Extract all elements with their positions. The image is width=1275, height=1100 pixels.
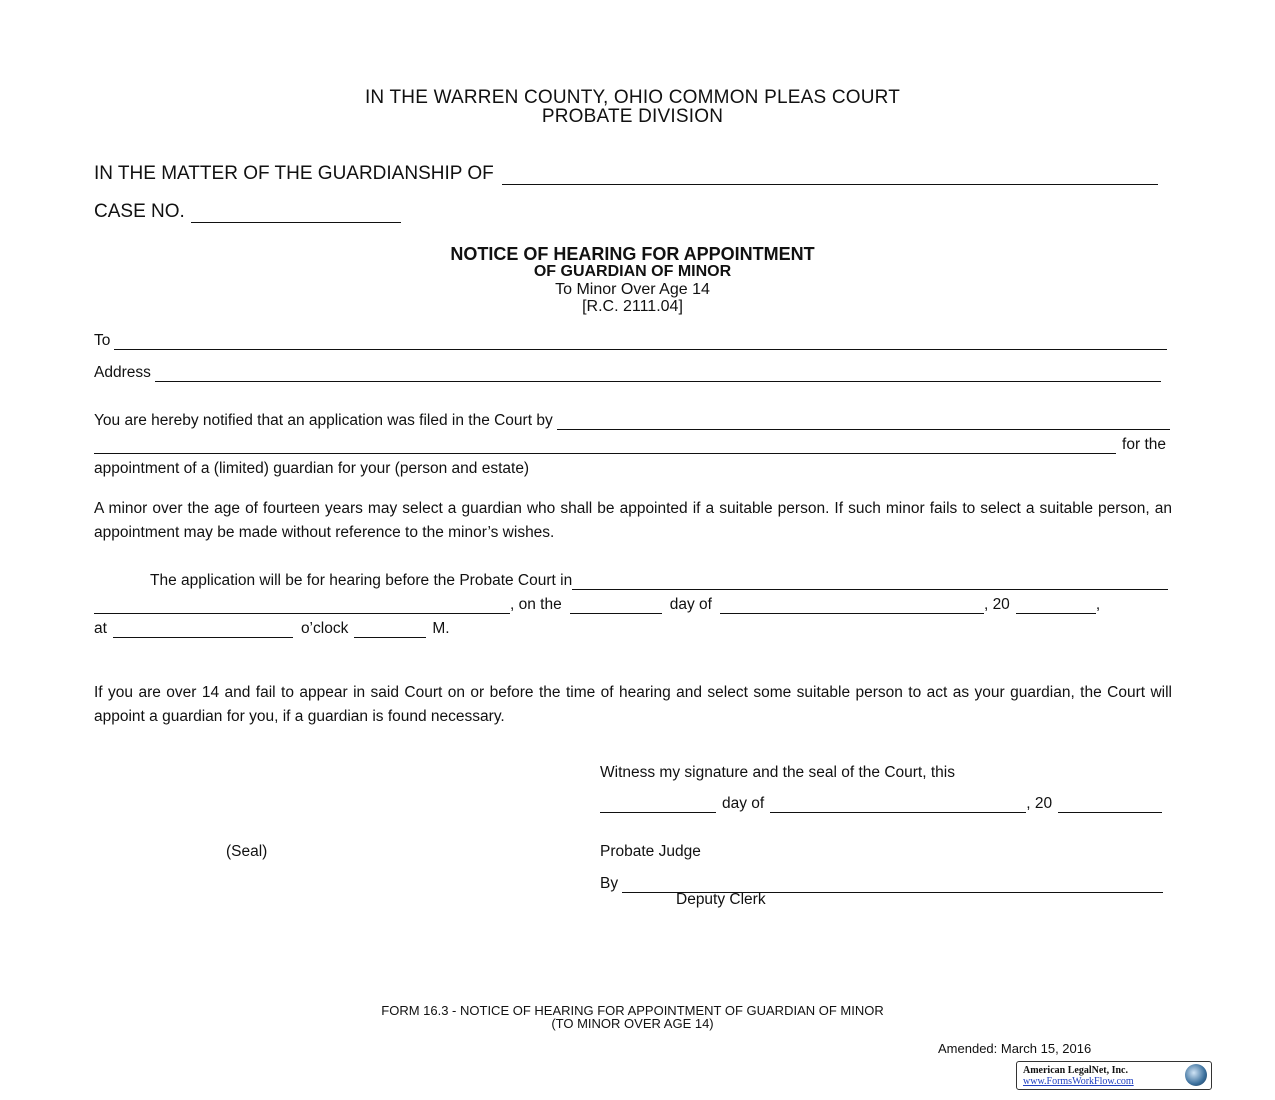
globe-icon [1185,1064,1207,1086]
witness-twenty-text: , 20 [1026,795,1053,812]
hearing-location-field[interactable] [572,577,1168,590]
am-pm-field[interactable] [354,625,426,638]
day-of-text: day of [669,596,712,613]
deputy-clerk-text: Deputy Clerk [676,891,766,908]
witness-day-field[interactable] [600,800,716,813]
at-text: at [94,620,107,637]
seal-text: (Seal) [226,843,268,860]
form-subtitle: OF GUARDIAN OF MINOR [533,263,732,280]
legalnet-logo[interactable] [1016,1061,1212,1090]
notice-row-2 [94,436,1166,454]
guardianship-label: IN THE MATTER OF THE GUARDIANSHIP OF [94,163,494,184]
by-text: By [600,875,619,892]
m-text: M. [432,620,450,637]
guardianship-field[interactable] [502,170,1158,185]
hearing-row-2 [94,596,1170,614]
address-row [94,364,1161,382]
logo-url[interactable]: www.FormsWorkFlow.com [1023,1076,1134,1087]
hearing-text: The application will be for hearing before the Probate Court in [150,572,573,589]
witness-month-field[interactable] [770,800,1026,813]
to-row [94,332,1167,350]
witness-text: Witness my signature and the seal of the Court, this [600,764,955,781]
case-row [94,201,401,223]
minor-paragraph: A minor over the age of fourteen years may select a guardian who shall be appointed if a suitable person. If such minor fails to select a suitable person, an appointment may be made without reference to the minor’s wishes. [94,500,1172,541]
twenty-text: , 20 [983,596,1010,613]
address-field[interactable] [155,369,1161,382]
comma-text: , [1095,596,1101,613]
form-subtitle-2: To Minor Over Age 14 [555,281,710,298]
probate-judge-text: Probate Judge [600,843,701,860]
appear-paragraph: If you are over 14 and fail to appear in said Court on or before the time of hearing and select some suitable person to act as your guardian, the Court will appoint a guardian for you, if a guardian is found necessary. [94,684,1172,725]
hearing-row-3 [94,620,1172,638]
applicant-field-2[interactable] [94,441,1116,454]
on-the-text: , on the [510,596,562,613]
notice-text-3: appointment of a (limited) guardian for your (person and estate) [94,460,530,477]
amended-date: Amended: March 15, 2016 [938,1041,1092,1056]
notice-row-3 [94,460,1172,478]
form-title: NOTICE OF HEARING FOR APPOINTMENT [450,244,815,264]
to-field[interactable] [114,337,1167,350]
case-number-field[interactable] [191,208,401,223]
witness-day-of-text: day of [722,795,765,812]
hearing-row-1 [150,572,1168,590]
notice-row-1 [94,412,1170,430]
notice-text-1: You are hereby notified that an application was filed in the Court by [94,412,553,429]
hearing-time-field[interactable] [113,625,293,638]
court-name: IN THE WARREN COUNTY, OHIO COMMON PLEAS COURT [364,87,901,108]
division-name: PROBATE DIVISION [541,106,724,127]
hearing-month-field[interactable] [720,601,984,614]
for-the-text: for the [1122,436,1166,453]
hearing-location-field-2[interactable] [94,601,510,614]
hearing-day-field[interactable] [570,601,662,614]
witness-date-row [600,795,1162,813]
witness-year-field[interactable] [1058,800,1162,813]
address-label: Address [94,364,151,381]
case-label: CASE NO. [94,201,185,222]
oclock-text: o’clock [300,620,349,637]
logo-name: American LegalNet, Inc. [1023,1065,1128,1076]
to-label: To [94,332,111,349]
applicant-field[interactable] [557,417,1170,430]
statute-ref: [R.C. 2111.04] [582,298,683,315]
form-footer-1: FORM 16.3 - NOTICE OF HEARING FOR APPOINTMENT OF GUARDIAN OF MINOR [381,1003,884,1018]
hearing-year-field[interactable] [1016,601,1096,614]
form-footer-2: (TO MINOR OVER AGE 14) [551,1016,714,1031]
guardianship-row [94,163,1158,185]
